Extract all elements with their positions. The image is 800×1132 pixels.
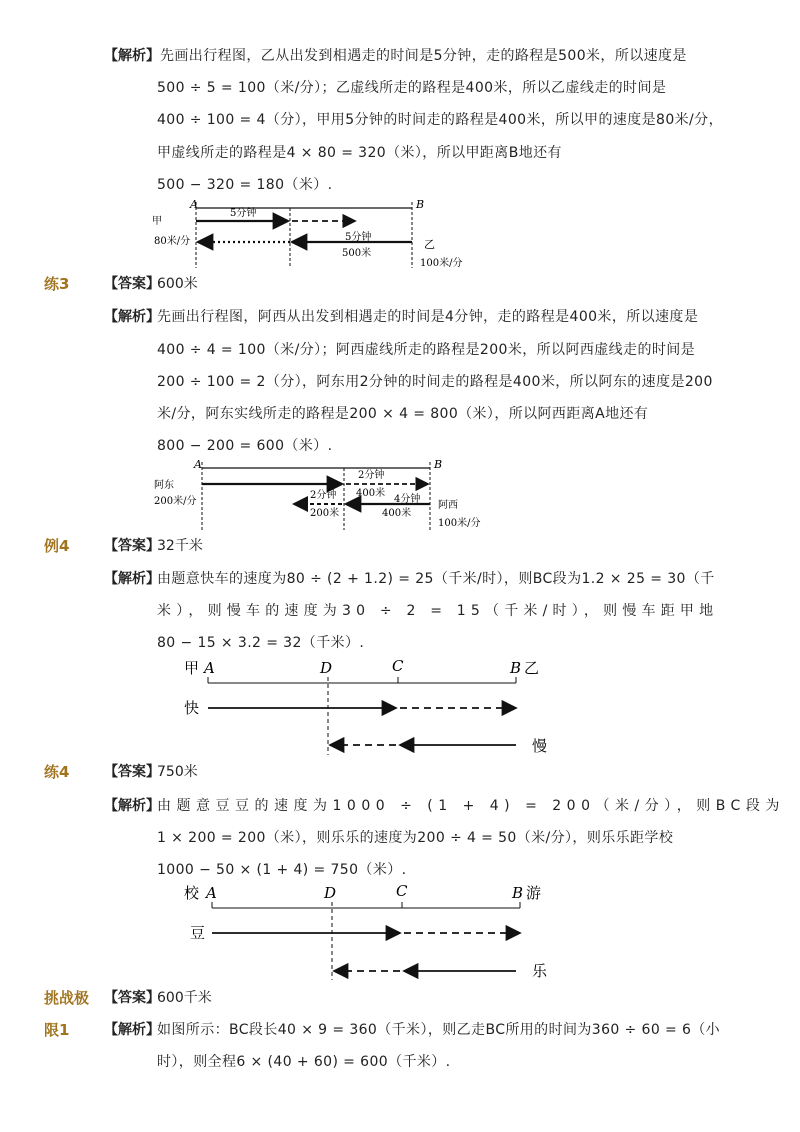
point-b-label: B	[510, 659, 522, 677]
left-name: 校	[184, 884, 200, 902]
analysis-line: 1000 − 50 × (1 + 4) = 750（米）.	[157, 862, 407, 878]
top-label: 豆	[190, 924, 206, 942]
right-speed: 100米/分	[438, 518, 481, 529]
right-name: 乙	[424, 238, 435, 251]
point-b-label: B	[434, 458, 443, 471]
slow-label: 慢	[532, 737, 548, 755]
analysis-line: 米/分，阿东实线所走的路程是200 × 4 = 800（米），所以阿西距离A地还有	[157, 406, 649, 422]
analysis-line: 1 × 200 = 200（米），则乐乐的速度为200 ÷ 4 = 50（米/分），则乐乐距学校	[157, 830, 674, 846]
analysis-tag: 【解析】	[104, 1022, 160, 1038]
analysis-tag: 【解析】	[104, 571, 160, 587]
answer-value: 32千米	[157, 538, 203, 554]
left-speed: 200米/分	[154, 496, 197, 507]
left-name: 甲	[184, 659, 200, 677]
answer-tag: 【答案】	[104, 764, 160, 780]
challenge-label-line2: 限1	[44, 1021, 70, 1039]
point-d-label: D	[320, 659, 333, 677]
analysis-line: 400 ÷ 100 = 4（分），甲用5分钟的时间走的路程是400米，所以甲的速度是80米/分，	[157, 112, 723, 128]
right-dist: 400米	[382, 508, 412, 519]
travel-diagram-4	[180, 880, 560, 984]
mid-time: 2分钟	[310, 490, 337, 501]
analysis-line: 500 − 320 = 180（米）.	[157, 177, 333, 193]
travel-diagram-1	[150, 196, 490, 272]
analysis-line: 先画出行程图，阿西从出发到相遇走的时间是4分钟，走的路程是400米，所以速度是	[157, 309, 699, 325]
travel-diagram-2	[150, 458, 500, 534]
exercise-label: 练3	[44, 275, 70, 293]
bottom-dist: 500米	[342, 248, 372, 259]
point-b-label: B	[512, 884, 524, 902]
answer-value: 600米	[157, 276, 198, 292]
mid-dist: 200米	[310, 508, 340, 519]
bottom-label: 乐	[532, 962, 548, 980]
analysis-line: 800 − 200 = 600（米）.	[157, 438, 333, 454]
analysis-line: 如图所示：BC段长40 × 9 = 360（千米），则乙走BC所用的时间为360 ÷ 60 = 6（小	[157, 1022, 721, 1038]
left-name: 甲	[152, 216, 162, 227]
top-time: 5分钟	[230, 208, 257, 219]
travel-diagram-3	[180, 655, 560, 759]
left-speed: 80米/分	[154, 236, 191, 247]
left-name: 阿东	[154, 480, 174, 491]
analysis-line: 米），则慢车的速度为30 ÷ 2 = 15（千米/时），则慢车距甲地	[157, 603, 719, 619]
answer-value: 750米	[157, 764, 198, 780]
analysis-tag: 【解析】	[104, 48, 160, 64]
analysis-tag: 【解析】	[104, 798, 160, 814]
answer-tag: 【答案】	[104, 990, 160, 1006]
analysis-tag: 【解析】	[104, 309, 160, 325]
answer-tag: 【答案】	[104, 538, 160, 554]
exercise-label: 练4	[44, 763, 70, 781]
point-c-label: C	[396, 882, 408, 900]
example-label: 例4	[44, 537, 70, 555]
analysis-line: 先画出行程图，乙从出发到相遇走的时间是5分钟，走的路程是500米，所以速度是	[160, 48, 687, 64]
analysis-line: 由题意豆豆的速度为1000 ÷ (1 + 4) = 200（米/分），则BC段为	[157, 798, 785, 814]
right-name: 乙	[524, 659, 540, 677]
analysis-line: 500 ÷ 5 = 100（米/分）；乙虚线所走的路程是400米，所以乙虚线走的时间是	[157, 80, 667, 96]
fast-label: 快	[184, 699, 200, 717]
bottom-time: 5分钟	[345, 232, 372, 243]
answer-value: 600千米	[157, 990, 212, 1006]
point-d-label: D	[324, 884, 337, 902]
point-a-label: A	[204, 659, 215, 677]
analysis-line: 甲虚线所走的路程是4 × 80 = 320（米），所以甲距离B地还有	[157, 145, 562, 161]
point-a-label: A	[190, 198, 198, 211]
point-b-label: B	[416, 198, 425, 211]
top-dist: 400米	[356, 488, 386, 499]
right-name: 阿西	[438, 500, 458, 511]
analysis-line: 时），则全程6 × (40 + 60) = 600（千米）.	[157, 1054, 451, 1070]
right-speed: 100米/分	[420, 258, 463, 269]
analysis-line: 80 − 15 × 3.2 = 32（千米）.	[157, 635, 365, 651]
analysis-line: 由题意快车的速度为80 ÷ (2 + 1.2) = 25（千米/时），则BC段为1.2 × 25 = 30（千	[157, 571, 715, 587]
right-time: 4分钟	[394, 494, 421, 505]
point-a-label: A	[206, 884, 217, 902]
point-c-label: C	[392, 657, 404, 675]
analysis-line: 400 ÷ 4 = 100（米/分）；阿西虚线所走的路程是200米，所以阿西虚线走的时间是	[157, 342, 696, 358]
point-a-label: A	[194, 458, 202, 471]
right-name: 游	[526, 884, 542, 902]
top-time: 2分钟	[358, 470, 385, 481]
challenge-label-line1: 挑战极	[44, 989, 90, 1007]
answer-tag: 【答案】	[104, 276, 160, 292]
analysis-line: 200 ÷ 100 = 2（分），阿东用2分钟的时间走的路程是400米，所以阿东的速度是200	[157, 374, 713, 390]
